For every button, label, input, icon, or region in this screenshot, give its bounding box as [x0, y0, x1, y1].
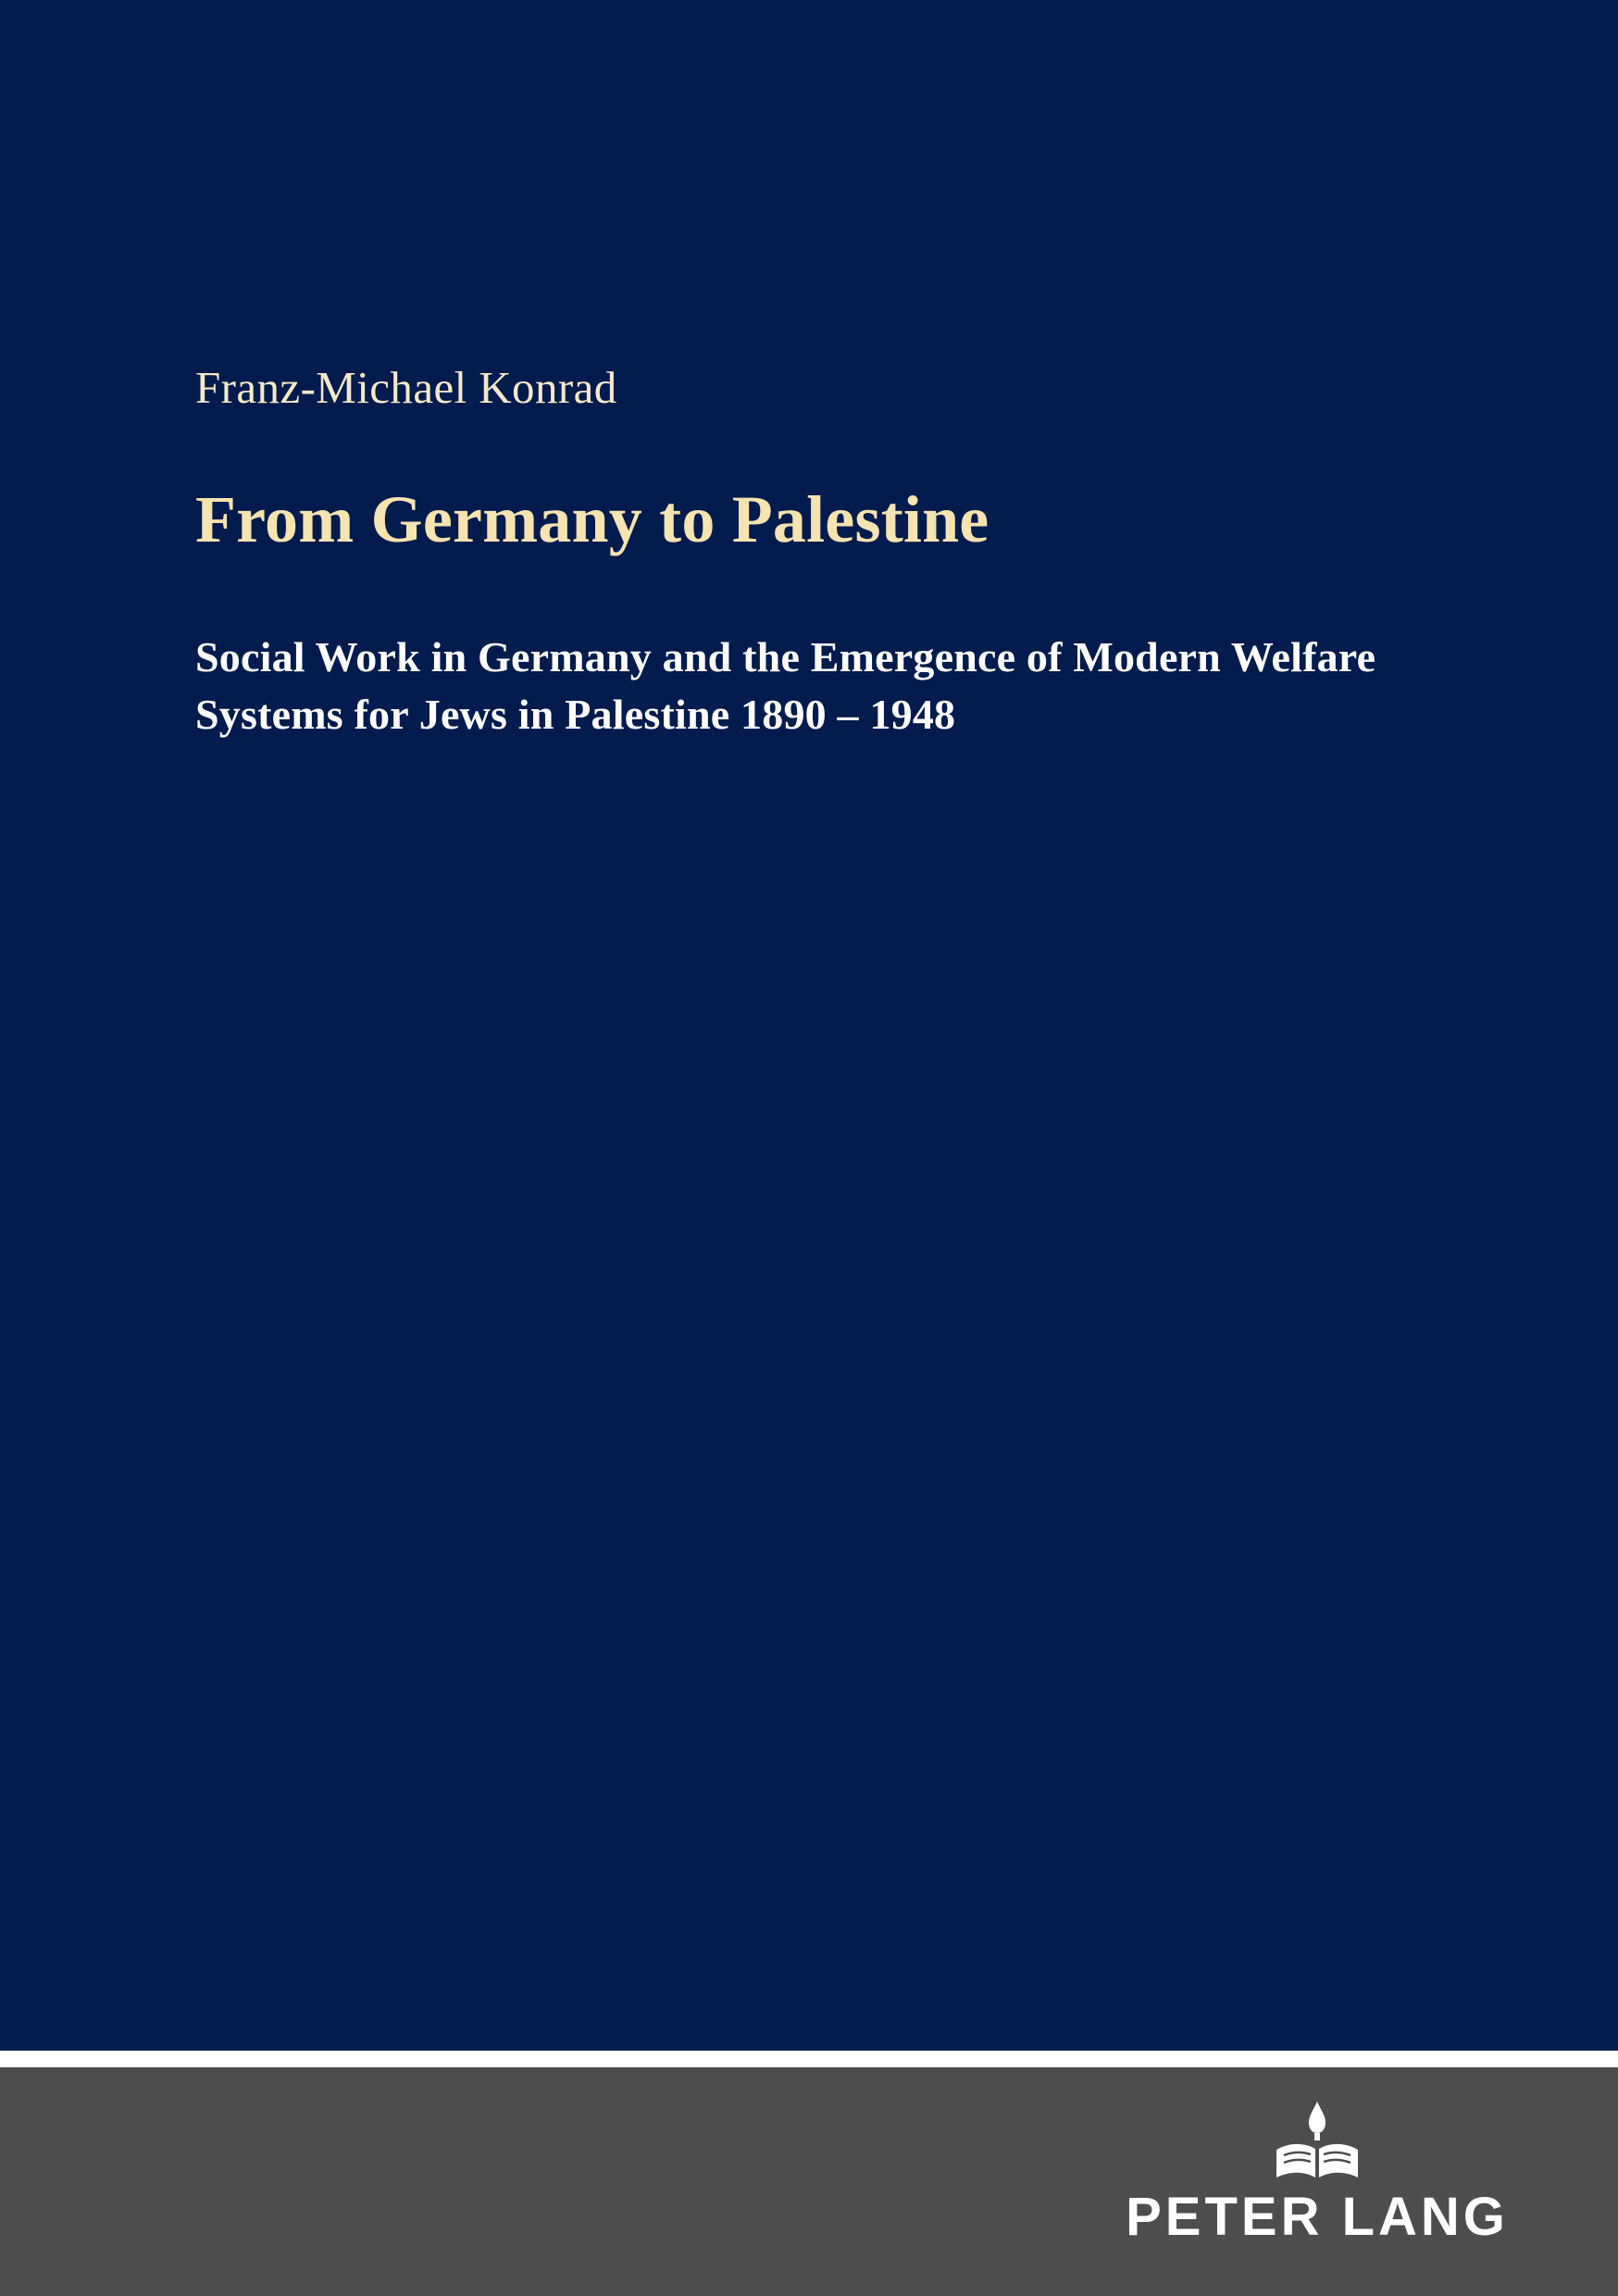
- author-name: Franz-Michael Konrad: [195, 362, 617, 413]
- open-book-flame-icon: [1273, 2100, 1362, 2181]
- book-title: From Germany to Palestine: [195, 481, 989, 556]
- divider-strip: [0, 2051, 1618, 2067]
- publisher-name: PETER LANG: [1126, 2187, 1509, 2247]
- cover-text-block: [195, 361, 1399, 742]
- book-subtitle: Social Work in Germany and the Emergence of Modern Welfare Systems for Jews in Palestine 1890 – 1948: [195, 633, 1376, 738]
- publisher-logo: [1118, 2100, 1516, 2271]
